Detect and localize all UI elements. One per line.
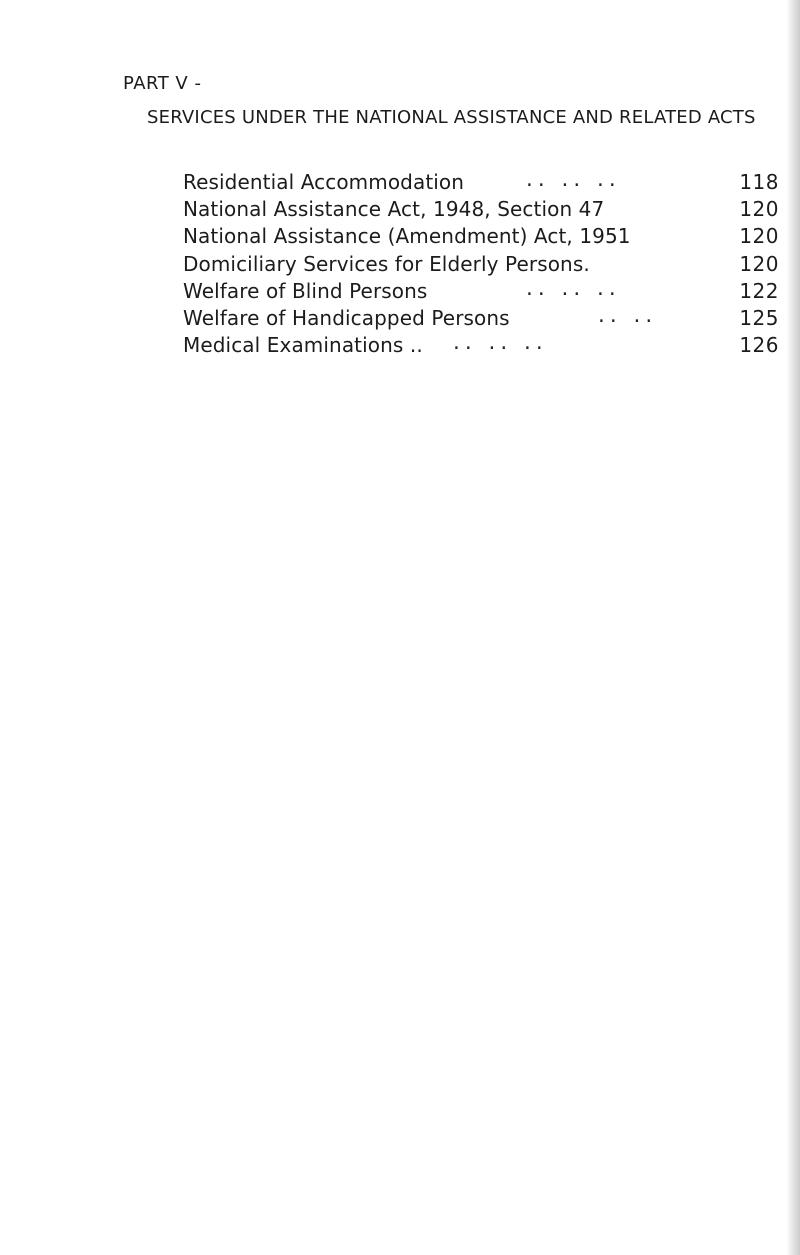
- leader-dots: .. .. ..: [451, 333, 546, 355]
- part-label: PART V -: [123, 73, 202, 94]
- contents-row: [183, 252, 779, 279]
- page-number: 120: [739, 197, 779, 222]
- entry-title: National Assistance (Amendment) Act, 1951: [183, 224, 631, 249]
- section-heading: SERVICES UNDER THE NATIONAL ASSISTANCE AND RELATED ACTS: [147, 107, 756, 128]
- page-number: 126: [739, 333, 779, 358]
- page-number: 120: [739, 251, 779, 276]
- entry-title: National Assistance Act, 1948, Section 47: [183, 197, 605, 222]
- page-edge-shadow: [786, 0, 800, 1255]
- contents-row: [183, 333, 779, 360]
- entry-title: Residential Accommodation: [183, 170, 465, 194]
- contents-list: [183, 170, 779, 360]
- entry-title: Welfare of Blind Persons: [183, 278, 428, 303]
- page-number: 120: [739, 224, 779, 249]
- contents-row: [183, 170, 779, 197]
- page-number: 118: [739, 170, 779, 194]
- contents-row: [183, 279, 779, 306]
- page-number: 125: [739, 305, 779, 330]
- leader-dots: .. .. ..: [524, 170, 619, 191]
- contents-row: [183, 224, 779, 251]
- leader-dots: .. .. ..: [524, 278, 619, 300]
- entry-title: Welfare of Handicapped Persons: [183, 305, 510, 330]
- entry-title: Domiciliary Services for Elderly Persons.: [183, 251, 590, 276]
- contents-row: [183, 197, 779, 224]
- contents-row: [183, 306, 779, 333]
- leader-dots: .. ..: [596, 305, 656, 327]
- entry-title: Medical Examinations ..: [183, 333, 423, 358]
- page-number: 122: [739, 278, 779, 303]
